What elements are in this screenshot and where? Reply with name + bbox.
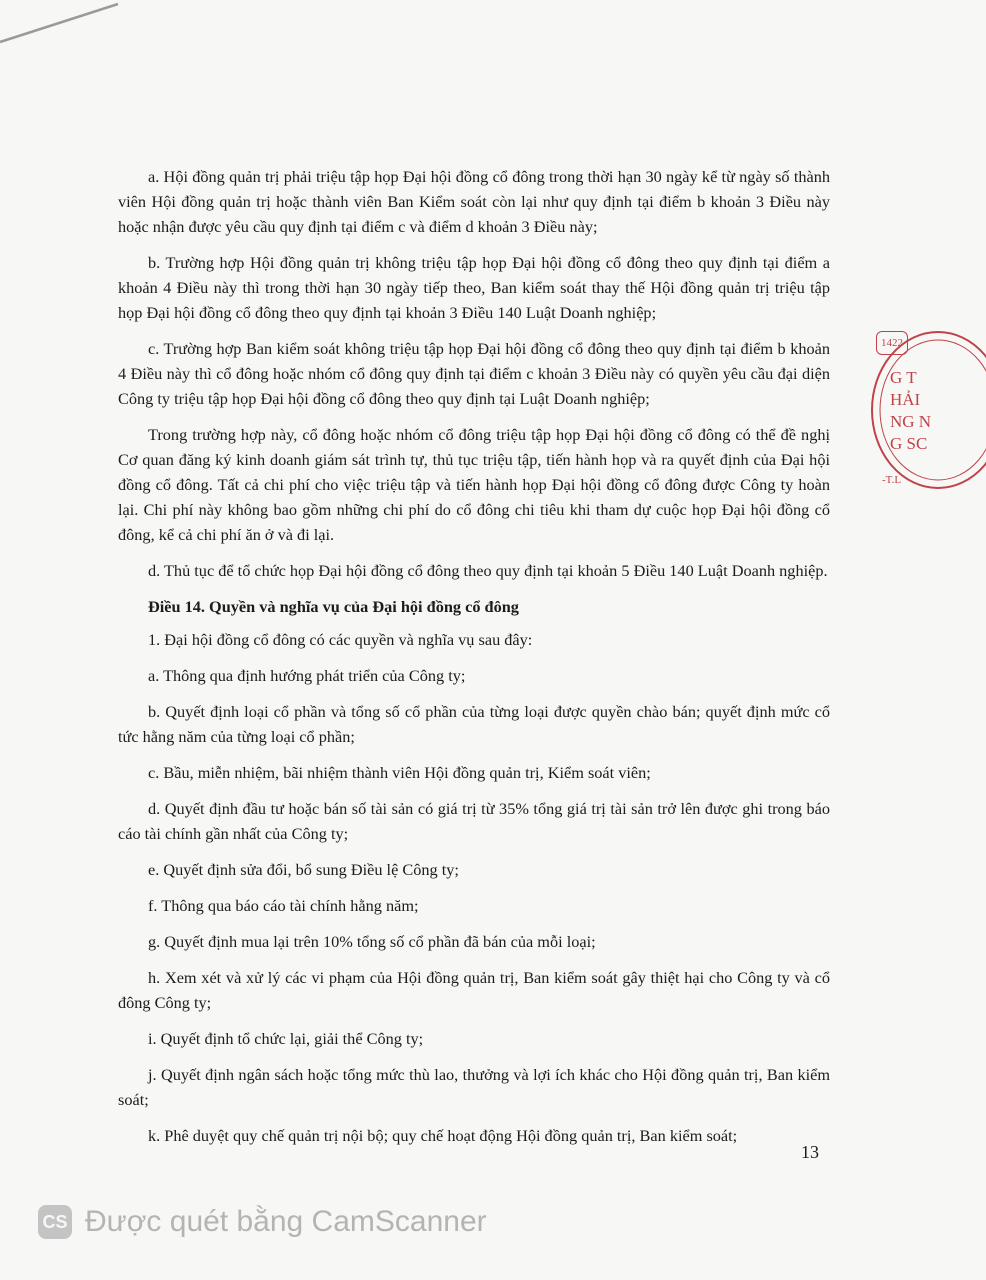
paragraph: d. Quyết định đầu tư hoặc bán số tài sản có giá trị từ 35% tổng giá trị tài sản trở lên được ghi trong báo cáo tài chính gần nhất của Công ty; (118, 799, 830, 843)
stamp-number: 1422 (876, 331, 908, 355)
camscanner-logo-icon: CS (38, 1205, 72, 1239)
camscanner-watermark (38, 1202, 487, 1242)
paragraph: Trong trường hợp này, cổ đông hoặc nhóm cổ đông triệu tập họp Đại hội đồng cổ đông có thể đề nghị Cơ quan đăng ký kinh doanh giám sát trình tự, thủ tục triệu tập, tiến hành họp và ra quyết định của Đại hội đồng cổ đông. Tất cả chi phí cho việc triệu tập và tiến hành họp Đại hội đồng cổ đông được Công ty hoàn lại. Chi phí này không bao gồm những chi phí do cổ đông chi tiêu khi tham dự cuộc họp Đại hội đồng cổ đông, kể cả chi phí ăn ở và đi lại. (118, 425, 830, 544)
paragraph: j. Quyết định ngân sách hoặc tổng mức thù lao, thưởng và lợi ích khác cho Hội đồng quản trị, Ban kiểm soát; (118, 1065, 830, 1109)
red-seal-stamp (866, 330, 936, 490)
paragraph: a. Hội đồng quản trị phải triệu tập họp Đại hội đồng cổ đông trong thời hạn 30 ngày kể từ ngày số thành viên Hội đồng quản trị hoặc thành viên Ban Kiểm soát còn lại như quy định tại điểm b khoản 3 Điều này hoặc nhận được yêu cầu quy định tại điểm c và điểm d khoản 3 Điều này; (118, 167, 830, 236)
paragraph: i. Quyết định tổ chức lại, giải thể Công ty; (148, 1029, 424, 1048)
article-heading: Điều 14. Quyền và nghĩa vụ của Đại hội đồng cổ đông (148, 597, 519, 616)
paragraph: c. Trường hợp Ban kiểm soát không triệu tập họp Đại hội đồng cổ đông theo quy định tại điểm b khoản 4 Điều này thì cổ đông hoặc nhóm cổ đông quy định tại điểm c khoản 3 Điều này có quyền yêu cầu đại diện Công ty triệu tập họp Đại hội đồng cổ đông theo quy định tại Luật Doanh nghiệp; (118, 339, 830, 408)
paragraph: b. Trường hợp Hội đồng quản trị không triệu tập họp Đại hội đồng cổ đông theo quy định tại điểm a khoản 4 Điều này thì trong thời hạn 30 ngày tiếp theo, Ban kiểm soát thay thế Hội đồng quản trị triệu tập họp Đại hội đồng cổ đông theo quy định tại khoản 3 Điều 140 Luật Doanh nghiệp; (118, 253, 830, 322)
page-number: 13 (801, 1142, 819, 1162)
stamp-text-line: G T (890, 368, 917, 387)
paragraph: h. Xem xét và xử lý các vi phạm của Hội đồng quản trị, Ban kiểm soát gây thiệt hại cho Công ty và cổ đông Công ty; (118, 968, 830, 1012)
paragraph: k. Phê duyệt quy chế quản trị nội bộ; quy chế hoạt động Hội đồng quản trị, Ban kiểm soát; (148, 1126, 738, 1145)
paragraph: c. Bầu, miễn nhiệm, bãi nhiệm thành viên Hội đồng quản trị, Kiểm soát viên; (148, 763, 651, 782)
stamp-bottom-text: -T.L (882, 474, 902, 486)
stamp-text-line: G SC (890, 434, 928, 453)
paragraph: g. Quyết định mua lại trên 10% tổng số cổ phần đã bán của mỗi loại; (148, 932, 596, 951)
paragraph: b. Quyết định loại cổ phần và tổng số cổ phần của từng loại được quyền chào bán; quyết định mức cổ tức hằng năm của từng loại cổ phần; (118, 702, 830, 746)
paragraph: a. Thông qua định hướng phát triển của Công ty; (148, 666, 466, 685)
paragraph: e. Quyết định sửa đổi, bổ sung Điều lệ Công ty; (148, 860, 459, 879)
stamp-text-line: HẢI (890, 390, 921, 409)
document-body (118, 164, 830, 1159)
camscanner-text: Được quét bằng CamScanner (85, 1205, 487, 1238)
scan-edge-mark (0, 0, 130, 60)
paragraph: f. Thông qua báo cáo tài chính hằng năm; (148, 896, 419, 915)
paragraph: d. Thủ tục để tổ chức họp Đại hội đồng cổ đông theo quy định tại khoản 5 Điều 140 Luật Doanh nghiệp. (148, 561, 828, 580)
stamp-text-line: NG N (890, 412, 932, 431)
paragraph: 1. Đại hội đồng cổ đông có các quyền và nghĩa vụ sau đây: (148, 630, 533, 649)
